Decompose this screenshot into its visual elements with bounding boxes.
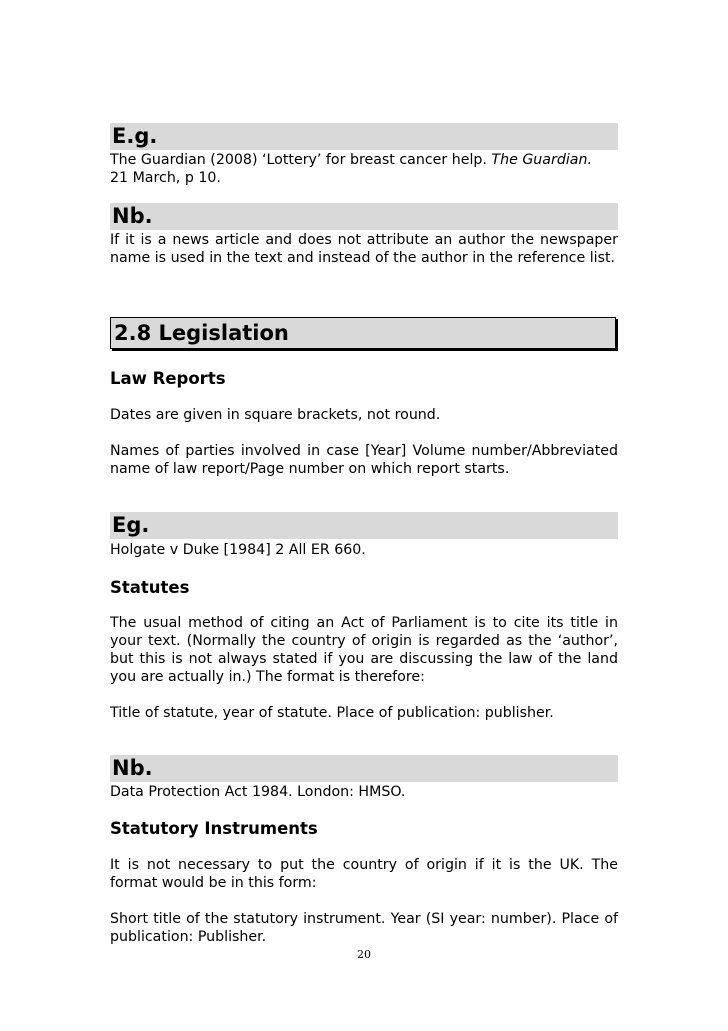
statutes-paragraph-2: Title of statute, year of statute. Place of publication: publisher.: [110, 705, 554, 721]
eg-example-part: The Guardian (2008) ‘Lottery’ for breast cancer help.: [110, 152, 492, 168]
nb2-heading-bar: [110, 755, 618, 782]
law-reports-heading: Law Reports: [110, 369, 226, 388]
section-title-box: [110, 317, 616, 349]
nb2-example-text: Data Protection Act 1984. London: HMSO.: [110, 784, 406, 800]
eg-example-text: [110, 151, 618, 187]
law-reports-paragraph-1: Dates are given in square brackets, not round.: [110, 407, 441, 423]
page-number: 20: [357, 948, 371, 961]
eg2-example-text: Holgate v Duke [1984] 2 All ER 660.: [110, 542, 366, 558]
statutory-instruments-heading: Statutory Instruments: [110, 819, 318, 838]
nb-note-text: If it is a news article and does not attribute an author the newspaper name is used in the text and instead of the author in the reference list.: [110, 232, 618, 266]
eg-example-italic: The Guardian.: [491, 152, 592, 168]
eg-example-date: 21 March, p 10.: [110, 170, 221, 186]
statutes-heading: Statutes: [110, 578, 190, 597]
nb-heading: Nb.: [112, 204, 153, 228]
si-paragraph-2: Short title of the statutory instrument. Year (SI year: number). Place of publication: Publisher.: [110, 911, 618, 945]
section-title: 2.8 Legislation: [114, 321, 289, 345]
eg2-heading: Eg.: [112, 513, 150, 537]
eg-heading: E.g.: [112, 124, 158, 148]
si-paragraph-1: It is not necessary to put the country of origin if it is the UK. The format would be in this form:: [110, 857, 618, 891]
eg2-heading-bar: [110, 512, 618, 539]
nb-heading-bar: [110, 203, 618, 230]
statutes-paragraph-1: The usual method of citing an Act of Parliament is to cite its title in your text. (Normally the country of origin is regarded as the ‘author’, but this is not always stated if you are discussing the law of the land you are actually in.) The format is therefore:: [110, 615, 618, 685]
nb2-heading: Nb.: [112, 756, 153, 780]
eg-heading-bar: [110, 123, 618, 150]
law-reports-paragraph-2: Names of parties involved in case [Year] Volume number/Abbreviated name of law report/Page number on which report starts.: [110, 443, 618, 477]
